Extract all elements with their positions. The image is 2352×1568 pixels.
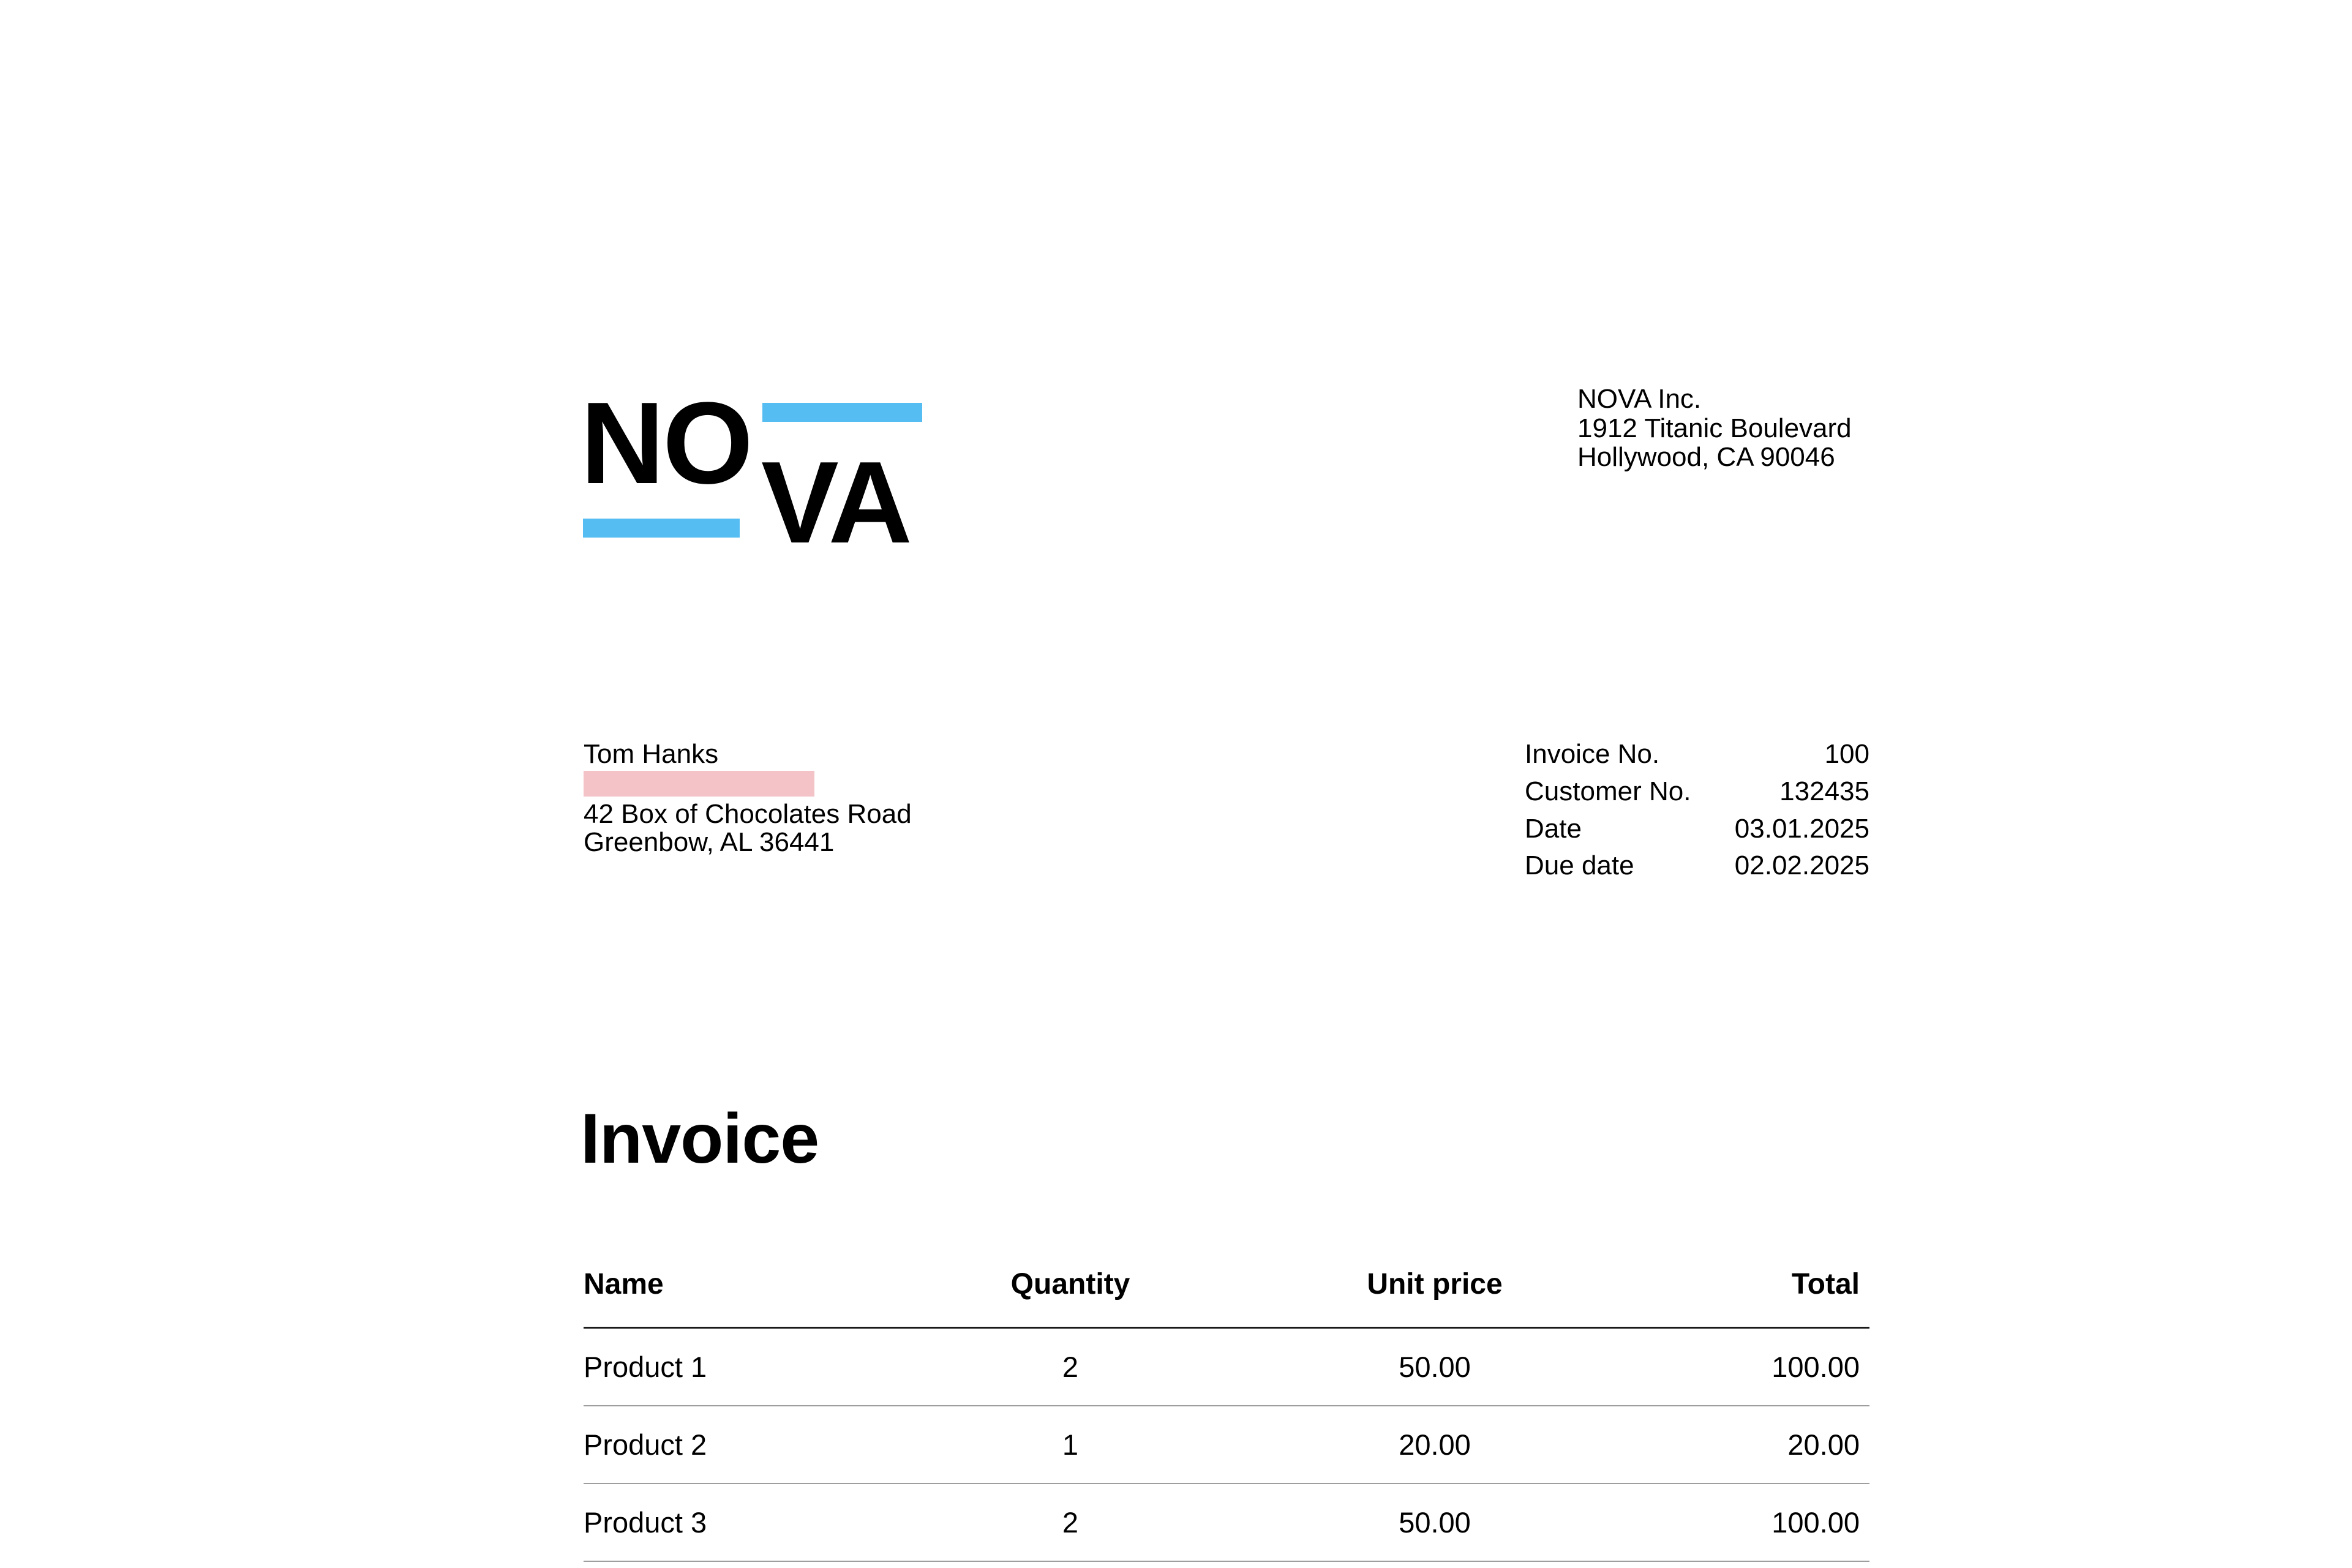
customer-number-row — [1525, 777, 1869, 814]
logo-bottom-bar-icon — [583, 519, 740, 538]
item-total: 20.00 — [1787, 1428, 1860, 1461]
item-total: 100.00 — [1772, 1351, 1860, 1383]
logo-text-va: VA — [761, 438, 911, 568]
table-row — [584, 1406, 1869, 1484]
recipient-name: Tom Hanks — [584, 739, 719, 769]
company-address-line2: Hollywood, CA 90046 — [1577, 442, 1835, 472]
invoice-number-label: Invoice No. — [1525, 739, 1660, 769]
item-quantity: 2 — [1062, 1506, 1079, 1539]
redacted-address-bar — [584, 771, 814, 797]
logo-text-no: NO — [580, 378, 751, 508]
table-header-row — [584, 1270, 1869, 1329]
invoice-date-label: Date — [1525, 813, 1582, 844]
invoice-date-value: 03.01.2025 — [1734, 813, 1869, 844]
due-date-label: Due date — [1525, 850, 1634, 881]
customer-number-value: 132435 — [1779, 776, 1869, 806]
recipient-address-line1: 42 Box of Chocolates Road — [584, 799, 912, 829]
item-unit-price: 20.00 — [1399, 1428, 1471, 1461]
item-unit-price: 50.00 — [1399, 1351, 1471, 1383]
column-header-quantity: Quantity — [1010, 1268, 1130, 1300]
due-date-value: 02.02.2025 — [1734, 850, 1869, 881]
table-row — [584, 1484, 1869, 1562]
item-name: Product 3 — [584, 1506, 707, 1539]
item-name: Product 2 — [584, 1428, 707, 1461]
line-items-table — [584, 1270, 1869, 1562]
item-name: Product 1 — [584, 1351, 707, 1383]
company-address-line1: 1912 Titanic Boulevard — [1577, 413, 1852, 443]
due-date-row — [1525, 851, 1869, 888]
invoice-meta-block — [1525, 740, 1869, 888]
item-unit-price: 50.00 — [1399, 1506, 1471, 1539]
column-header-unit-price: Unit price — [1367, 1268, 1503, 1300]
table-row — [584, 1329, 1869, 1406]
recipient-block — [584, 740, 1135, 856]
company-address-block — [1577, 384, 1945, 472]
column-header-name: Name — [584, 1268, 664, 1300]
item-quantity: 1 — [1062, 1428, 1079, 1461]
column-header-total: Total — [1791, 1268, 1860, 1300]
logo-top-bar-icon — [762, 403, 922, 422]
invoice-date-row — [1525, 814, 1869, 852]
recipient-address-line2: Greenbow, AL 36441 — [584, 827, 835, 857]
item-total: 100.00 — [1772, 1506, 1860, 1539]
customer-number-label: Customer No. — [1525, 776, 1691, 806]
company-name: NOVA Inc. — [1577, 384, 1702, 414]
invoice-number-value: 100 — [1824, 739, 1869, 769]
invoice-number-row — [1525, 740, 1869, 777]
item-quantity: 2 — [1062, 1351, 1079, 1383]
page-title: Invoice — [580, 1100, 819, 1178]
